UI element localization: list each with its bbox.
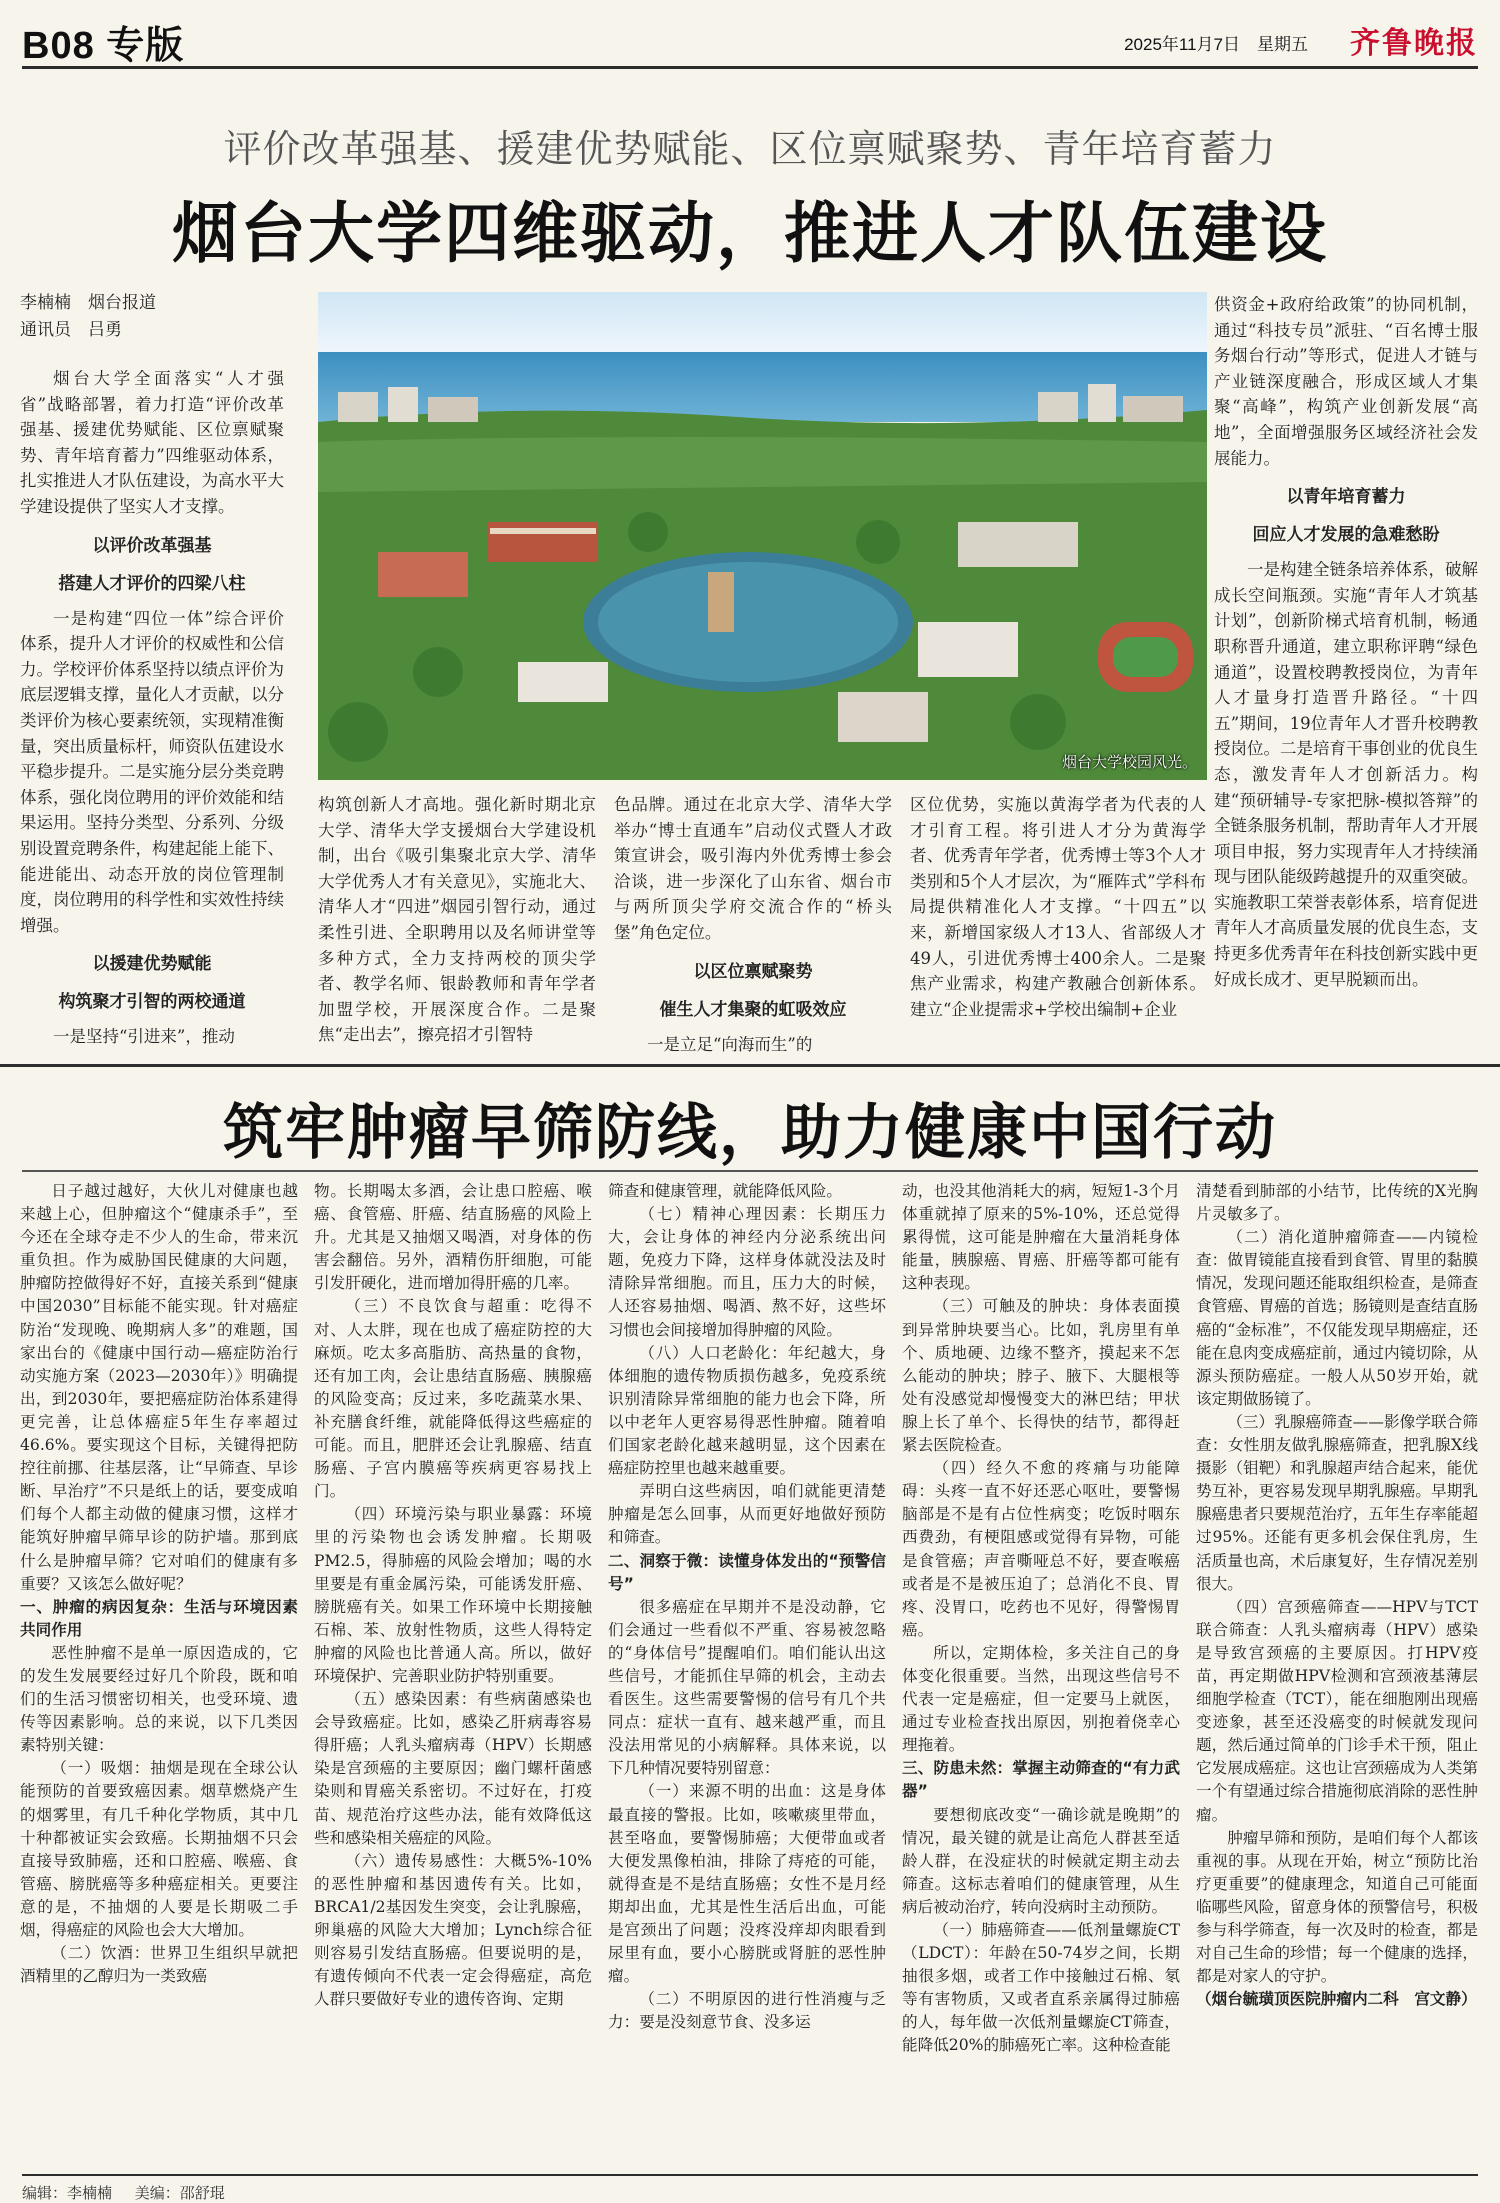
- paragraph: 一是构建“四位一体”综合评价体系，提升人才评价的权威性和公信力。学校评价体系坚持以绩点评价为底层逻辑支撑，量化人才贡献，以分类评价为核心要素统领，实现精准衡量，突出质量标杆，师资队伍建设水平稳步提升。二是实施分层分类竞聘体系，强化岗位聘用的评价效能和结果运用。坚持分类型、分系列、分级别设置竞聘条件，构建起能上能下、能进能出、动态开放的岗位管理制度，岗位聘用的科学性和实效性持续增强。: [20, 608, 284, 935]
- paragraph: （一）吸烟：抽烟是现在全球公认能预防的首要致癌因素。烟草燃烧产生的烟雾里，有几千种化学物质，其中几十种都被证实会致癌。长期抽烟不只会直接导致肺癌，还和口腔癌、喉癌、食管癌、膀胱癌等多种癌症相关。更要注意的是，不抽烟的人要是长期吸二手烟，得癌症的风险也会大大增加。: [20, 1759, 298, 1939]
- paragraph: 很多癌症在早期并不是没动静，它们会通过一些看似不严重、容易被忽略的“身体信号”提醒咱们。咱们能认出这些信号，才能抓住早筛的机会，主动去看医生。这些需要警惕的信号有几个共同点：症状一直有、越来越严重，而且没法用常见的小病解释。具体来说，以下几种情况要特别留意：: [608, 1597, 886, 1778]
- paragraph: （二）饮酒：世界卫生组织早就把酒精里的乙醇归为一类致癌: [20, 1944, 298, 1986]
- paragraph: 一是立足“向海而生”的: [647, 1034, 813, 1054]
- title-rule: [22, 1170, 1478, 1172]
- paragraph: 日子越过越好，大伙儿对健康也越来越上心，但肿瘤这个“健康杀手”，至今还在全球夺走不少人的生命，带来沉重负担。作为威胁国民健康的大问题，肿瘤防控做得好不好，直接关系到“健康中国2030”目标能不能实现。针对癌症防治“发现晚、晚期病人多”的难题，国家出台的《健康中国行动—癌症防治行动实施方案（2023—2030年）》明确提出，到2030年，要把癌症防治体系建得更完善，让总体癌症5年生存率超过46.6%。要实现这个目标，关键得把防控往前挪、往基层落，让“早筛查、早诊断、早治疗”不只是纸上的话，要变成咱们每个人都主动做的健康习惯，这样才能筑好肿瘤早筛早诊的防护墙。那到底什么是肿瘤早筛？它对咱们的健康有多重要？又该怎么做好呢？: [20, 1182, 298, 1593]
- campus-photo: [318, 292, 1207, 780]
- paragraph: （五）感染因素：有些病菌感染也会导致癌症。比如，感染乙肝病毒容易得肝癌；人乳头瘤病毒（HPV）长期感染是宫颈癌的主要原因；幽门螺杆菌感染则和胃癌关系密切。不过好在，打疫苗、规范治疗这些办法，能有效降低这些和感染相关癌症的风险。: [314, 1690, 592, 1847]
- author-credit: （烟台毓璜顶医院肿瘤内二科 宫文静）: [1196, 1990, 1477, 2009]
- section-heading: 以青年培育蓄力: [1286, 487, 1406, 508]
- article1-title: 烟台大学四维驱动，推进人才队伍建设: [172, 195, 1328, 272]
- paragraph: （二）消化道肿瘤筛查——内镜检查：做胃镜能直接看到食管、胃里的黏膜情况，发现问题还能取组织检查，是筛查食管癌、胃癌的首选；肠镜则是查结直肠癌的“金标准”，不仅能发现早期癌症，还能在息肉变成癌症前，通过内镜切除，从源头预防癌症。一般人从50岁开始，就该定期做肠镜了。: [1196, 1228, 1478, 1408]
- newspaper-logo: 齐鲁晚报: [1350, 26, 1478, 61]
- paragraph: 物。长期喝太多酒，会让患口腔癌、喉癌、食管癌、肝癌、结直肠癌的风险上升。尤其是又抽烟又喝酒，对身体的伤害会翻倍。另外，酒精伤肝细胞，可能引发肝硬化，进而增加得肝癌的几率。: [314, 1182, 592, 1293]
- paragraph: 烟台大学全面落实“人才强省”战略部署，着力打造“评价改革强基、援建优势赋能、区位禀赋聚势、青年培育蓄力”四维驱动体系，扎实推进人才队伍建设，为高水平大学建设提供了坚实人才支撑。: [20, 369, 284, 516]
- section-heading: 三、防患未然：掌握主动筛查的“有力武器”: [902, 1759, 1180, 1801]
- article1-col5: [1214, 292, 1478, 992]
- paragraph: 弄明白这些病因，咱们就能更清楚肿瘤是怎么回事，从而更好地做好预防和筛查。: [608, 1482, 886, 1547]
- paragraph: （一）肺癌筛查——低剂量螺旋CT（LDCT）：年龄在50-74岁之间，长期抽很多烟，或者工作中接触过石棉、氡等有害物质，又或者直系亲属得过肺癌的人，每年做一次低剂量螺旋CT筛查，能降低20%的肺癌死亡率。这种检查能: [902, 1921, 1180, 2055]
- article2-col3: [608, 1180, 886, 2034]
- article2-title: 筑牢肿瘤早筛防线，助力健康中国行动: [223, 1098, 1277, 1168]
- paragraph: （八）人口老龄化：年纪越大，身体细胞的遗传物质损伤越多，免疫系统识别清除异常细胞的能力也会下降，所以中老年人更容易得恶性肿瘤。随着咱们国家老龄化越来越明显，这个因素在癌症防控里也越来越重要。: [608, 1343, 886, 1478]
- paragraph: 供资金+政府给政策”的协同机制，通过“科技专员”派驻、“百名博士服务烟台行动”等形式，促进人才链与产业链深度融合，形成区域人才集聚“高峰”，构筑产业创新发展“高地”，全面增强服务区域经济社会发展能力。: [1214, 295, 1478, 468]
- paragraph: （三）不良饮食与超重：吃得不对、人太胖，现在也成了癌症防控的大麻烦。吃太多高脂肪、高热量的食物，还有加工肉，会让患结直肠癌、胰腺癌的风险变高；反过来，多吃蔬菜水果、补充膳食纤维，就能降低得这些癌症的可能。而且，肥胖还会让乳腺癌、结直肠癌、子宫内膜癌等疾病更容易找上门。: [314, 1297, 592, 1501]
- paragraph: 一是坚持“引进来”，推动: [53, 1027, 235, 1047]
- article1-col3: [614, 792, 892, 1057]
- paragraph: 色品牌。通过在北京大学、清华大学举办“博士直通车”启动仪式暨人才政策宣讲会，吸引海内外优秀博士参会洽谈，进一步深化了山东省、烟台市与两所顶尖学府交流合作的“桥头堡”角色定位。: [614, 795, 892, 942]
- paragraph: （四）宫颈癌筛查——HPV与TCT联合筛查：人乳头瘤病毒（HPV）感染是导致宫颈癌的主要原因。打HPV疫苗，再定期做HPV检测和宫颈液基薄层细胞学检查（TCT），能在细胞刚出现癌变迹象，甚至还没癌变的时候就发现问题，然后通过简单的门诊手术干预，阻止它发展成癌症。这也让宫颈癌成为人类第一个有望通过综合措施彻底消除的恶性肿瘤。: [1196, 1597, 1478, 1824]
- issue-date: 2025年11月7日 星期五: [1124, 35, 1308, 54]
- section-heading: 以区位禀赋聚势: [693, 961, 813, 982]
- campus-photo-image: [318, 292, 1207, 780]
- article1-col2: [318, 792, 596, 1048]
- article2-col2: [314, 1180, 592, 2011]
- article2-col4: [902, 1180, 1180, 2058]
- article2-col5: [1196, 1180, 1478, 2011]
- paragraph: 恶性肿瘤不是单一原因造成的，它的发生发展要经过好几个阶段，既和咱们的生活习惯密切相关，也受环境、遗传等因素影响。总的来说，以下几类因素特别关键：: [20, 1643, 298, 1755]
- article1-subtitle: 评价改革强基、援建优势赋能、区位禀赋聚势、青年培育蓄力: [223, 127, 1277, 171]
- section-heading: 二、洞察于微：读懂身体发出的“预警信号”: [608, 1551, 886, 1593]
- paragraph: （三）乳腺癌筛查——影像学联合筛查：女性朋友做乳腺癌筛查，把乳腺X线摄影（钼靶）和乳腺超声结合起来，能优势互补，更容易发现早期乳腺癌。早期乳腺癌患者只要规范治疗，五年生存率能超过95%。还能有更多机会保住乳房，生活质量也高，术后康复好，生存情况差别很大。: [1196, 1412, 1478, 1593]
- paragraph: （六）遗传易感性：大概5%-10%的恶性肿瘤和基因遗传有关。比如，BRCA1/2基因发生突变，会让乳腺癌，卵巢癌的风险大大增加；Lynch综合征则容易引发结直肠癌。但要说明的是，有遗传倾向不代表一定会得癌症，高危人群只要做好专业的遗传咨询、定期: [314, 1851, 592, 2009]
- paragraph: 动，也没其他消耗大的病，短短1-3个月体重就掉了原来的5%-10%，还总觉得累得慌，这可能是肿瘤在大量消耗身体能量，胰腺癌、胃癌、肝癌等都可能有这种表现。: [902, 1182, 1180, 1293]
- section-heading: 催生人才集聚的虹吸效应: [659, 999, 847, 1020]
- section-heading: 构筑聚才引智的两校通道: [58, 992, 246, 1013]
- paragraph: 区位优势，实施以黄海学者为代表的人才引育工程。将引进人才分为黄海学者、优秀青年学者，优秀博士等3个人才类别和5个人才层次，为“雁阵式”学科布局提供精准化人才支撑。“十四五”以来，新增国家级人才13人、省部级人才49人，引进优秀博士400余人。二是聚焦产业需求，构建产教融合创新体系。建立“企业提需求+学校出编制+企业: [910, 795, 1206, 1019]
- page-header: [22, 10, 1478, 69]
- byline-reporter: 李楠楠 烟台报道: [20, 293, 156, 313]
- editor-credit: 编辑：李楠楠: [22, 2184, 113, 2202]
- paragraph: 一是构建全链条培养体系，破解成长空间瓶颈。实施“青年人才筑基计划”，创新阶梯式培育机制，畅通职称晋升通道，建立职称评聘“绿色通道”，设置校聘教授岗位，为青年人才量身打造晋升路径。“十四五”期间，19位青年人才晋升校聘教授岗位。二是培育干事创业的优良生态，激发青年人才创新活力。构建“预研辅导-专家把脉-模拟答辩”的全链条服务机制，帮助青年人才开展项目申报，努力实现青年人才持续涌现与团队能级跨越提升的双重突破。实施教职工荣誉表彰体系，培育促进青年人才高质量发展的优良生态，支持更多优秀青年在科技创新实践中更好成长成才、更早脱颖而出。: [1214, 560, 1478, 989]
- paragraph: （四）环境污染与职业暴露：环境里的污染物也会诱发肿瘤。长期吸PM2.5，得肺癌的风险会增加；喝的水里要是有重金属污染，可能诱发肝癌、膀胱癌有关。如果工作环境中长期接触石棉、苯、放射性物质，这些人得特定肿瘤的风险也比普通人高。所以，做好环境保护、完善职业防护特别重要。: [314, 1505, 592, 1685]
- section-heading: 搭建人才评价的四梁八柱: [58, 573, 246, 594]
- paragraph: （四）经久不愈的疼痛与功能障碍：头疼一直不好还恶心呕吐，要警惕脑部是不是有占位性病变；吃饭时咽东西费劲，有梗阻感或觉得有异物，可能是食管癌；声音嘶哑总不好，要查喉癌或者是不是被压迫了；总消化不良、胃疼、没胃口，吃药也不见好，得警惕胃癌。: [902, 1459, 1180, 1639]
- paragraph: （三）可触及的肿块：身体表面摸到异常肿块要当心。比如，乳房里有单个、质地硬、边缘不整齐，摸起来不怎么能动的肿块；脖子、腋下、大腿根等处有没感觉却慢慢变大的淋巴结；甲状腺上长了单个、长得快的结节，都得赶紧去医院检查。: [902, 1297, 1180, 1455]
- paragraph: 清楚看到肺部的小结节，比传统的X光胸片灵敏多了。: [1196, 1182, 1478, 1224]
- paragraph: 构筑创新人才高地。强化新时期北京大学、清华大学支援烟台大学建设机制，出台《吸引集聚北京大学、清华大学优秀人才有关意见》，实施北大、清华人才“四进”烟园引智行动，通过柔性引进、全职聘用以及名师讲堂等多种方式，全力支持两校的顶尖学者、教学名师、银龄教师和青年学者加盟学校，开展深度合作。二是聚焦“走出去”，擦亮招才引智特: [318, 795, 596, 1045]
- article1-col1: [20, 290, 284, 1050]
- page-footer: [22, 2174, 1478, 2203]
- photo-caption: 烟台大学校园风光。: [1061, 753, 1197, 771]
- article1-col4: [910, 792, 1206, 1022]
- paragraph: 筛查和健康管理，就能降低风险。: [608, 1182, 842, 1200]
- paragraph: （二）不明原因的进行性消瘦与乏力：要是没刻意节食、没多运: [608, 1990, 886, 2032]
- paragraph: 要想彻底改变“一确诊就是晚期”的情况，最关键的就是让高危人群甚至适龄人群，在没症状的时候就定期主动去筛查。这标志着咱们的健康管理，从生病后被动治疗，转向没病时主动预防。: [902, 1805, 1180, 1916]
- section-heading: 以援建优势赋能: [92, 954, 212, 975]
- paragraph: （七）精神心理因素：长期压力大，会让身体的神经内分泌系统出问题，免疫力下降，这样身体就没法及时清除异常细胞。而且，压力大的时候，人还容易抽烟、喝酒、熬不好，这些坏习惯也会间接增加得肿瘤的风险。: [608, 1205, 886, 1339]
- paragraph: 肿瘤早筛和预防，是咱们每个人都该重视的事。从现在开始，树立“预防比治疗更重要”的健康理念，知道自己可能面临哪些风险，留意身体的预警信号，积极参与科学筛查，每一次及时的检查，都是对自己生命的珍惜；每一个健康的选择，都是对家人的守护。: [1196, 1828, 1478, 1986]
- byline-correspondent: 通讯员 吕勇: [20, 320, 122, 340]
- section-heading: 回应人才发展的急难愁盼: [1252, 525, 1440, 546]
- page-number: B08 专版: [22, 25, 185, 67]
- paragraph: 所以，定期体检，多关注自己的身体变化很重要。当然，出现这些信号不代表一定是癌症，但一定要马上就医，通过专业检查找出原因，别抱着侥幸心理拖着。: [902, 1643, 1180, 1755]
- designer-credit: 美编：邵舒琨: [134, 2184, 225, 2202]
- section-divider: [0, 1064, 1500, 1067]
- article2-col1: [20, 1180, 298, 1988]
- section-heading: 一、肿瘤的病因复杂：生活与环境因素共同作用: [20, 1597, 298, 1639]
- paragraph: （一）来源不明的出血：这是身体最直接的警报。比如，咳嗽痰里带血，甚至咯血，要警惕肺癌；大便带血或者大便发黑像柏油，排除了痔疮的可能，就得查是不是结直肠癌；女性不是月经期却出血，尤其是性生活后出血，可能是宫颈出了问题；没疼没痒却肉眼看到尿里有血，要小心膀胱或肾脏的恶性肿瘤。: [608, 1782, 886, 1986]
- section-heading: 以评价改革强基: [92, 535, 212, 556]
